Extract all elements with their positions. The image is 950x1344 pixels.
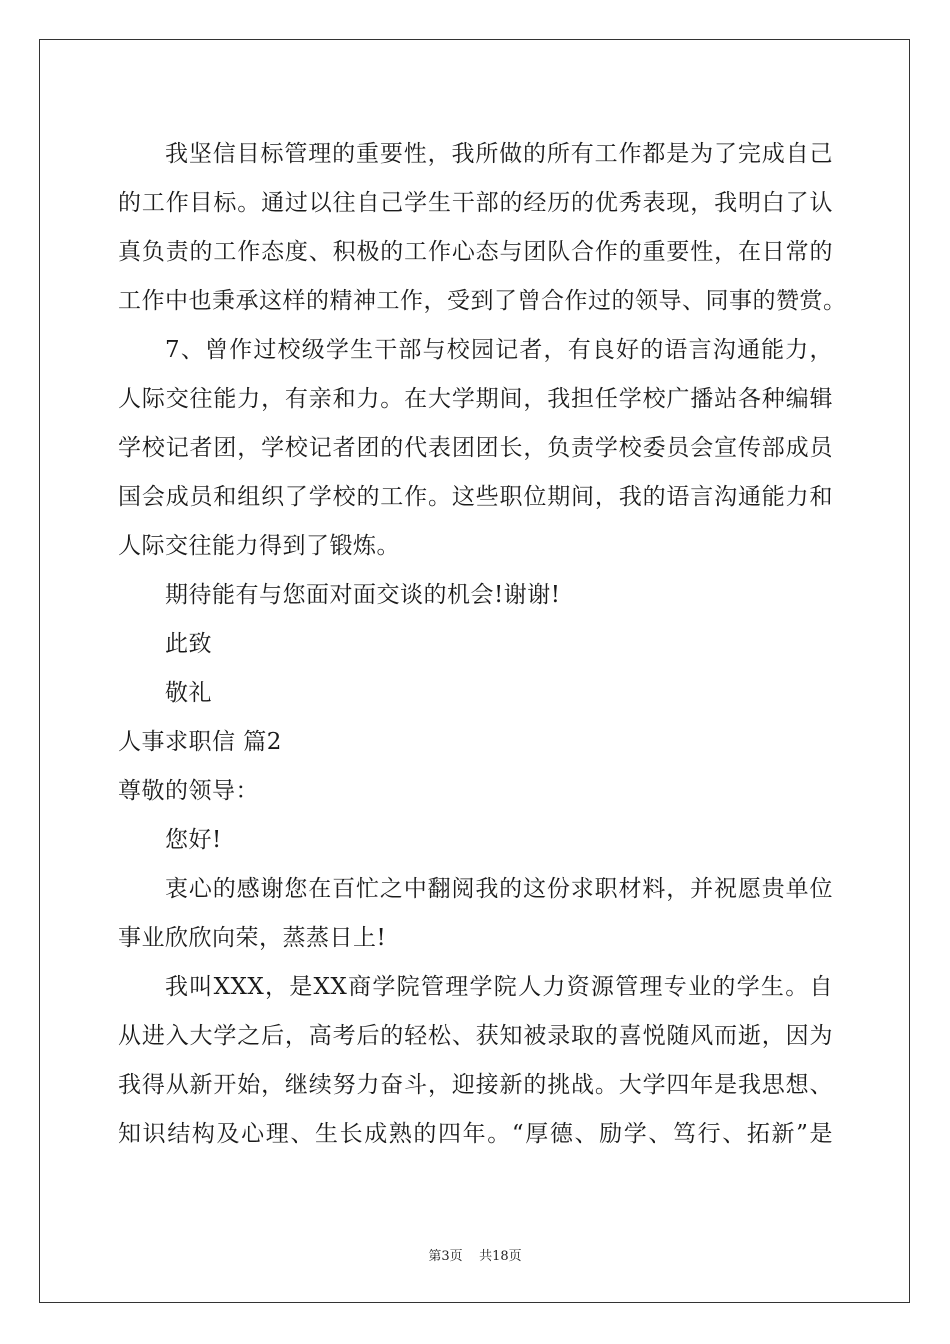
text-line: 我坚信目标管理的重要性，我所做的所有工作都是为了完成自己 <box>165 141 833 167</box>
text-line: 我叫XXX，是XX商学院管理学院人力资源管理专业的学生。自 <box>165 974 833 1000</box>
text-line: 从进入大学之后，高考后的轻松、获知被录取的喜悦随风而逝，因为 <box>118 1023 833 1049</box>
text-line: 人事求职信 篇2 <box>118 729 282 755</box>
text-line: 7、曾作过校级学生干部与校园记者，有良好的语言沟通能力， <box>165 337 833 363</box>
text-line: 期待能有与您面对面交谈的机会!谢谢! <box>165 582 561 608</box>
text-line: 国会成员和组织了学校的工作。这些职位期间，我的语言沟通能力和 <box>118 484 833 510</box>
text-line: 知识结构及心理、生长成熟的四年。“厚德、励学、笃行、拓新”是 <box>118 1121 833 1147</box>
text-line: 尊敬的领导： <box>118 778 259 804</box>
page-footer <box>0 1245 950 1264</box>
text-line: 人际交往能力得到了锻炼。 <box>118 533 400 559</box>
text-line: 的工作目标。通过以往自己学生干部的经历的优秀表现，我明白了认 <box>118 190 833 216</box>
text-line: 真负责的工作态度、积极的工作心态与团队合作的重要性，在日常的 <box>118 239 833 265</box>
text-line: 您好! <box>165 827 222 853</box>
text-line: 学校记者团，学校记者团的代表团团长，负责学校委员会宣传部成员 <box>118 435 833 461</box>
text-line: 衷心的感谢您在百忙之中翻阅我的这份求职材料，并祝愿贵单位 <box>165 876 833 902</box>
text-line: 此致 <box>165 631 212 657</box>
document-body <box>118 130 847 1159</box>
page-total: 共18页 <box>479 1249 522 1264</box>
text-line: 人际交往能力，有亲和力。在大学期间，我担任学校广播站各种编辑 <box>118 386 833 412</box>
text-line: 我得从新开始，继续努力奋斗，迎接新的挑战。大学四年是我思想、 <box>118 1072 833 1098</box>
text-line: 事业欣欣向荣，蒸蒸日上! <box>118 925 387 951</box>
page-number: 第3页 <box>428 1249 463 1264</box>
text-line: 工作中也秉承这样的精神工作，受到了曾合作过的领导、同事的赞赏。 <box>118 288 847 314</box>
text-line: 敬礼 <box>165 680 212 706</box>
